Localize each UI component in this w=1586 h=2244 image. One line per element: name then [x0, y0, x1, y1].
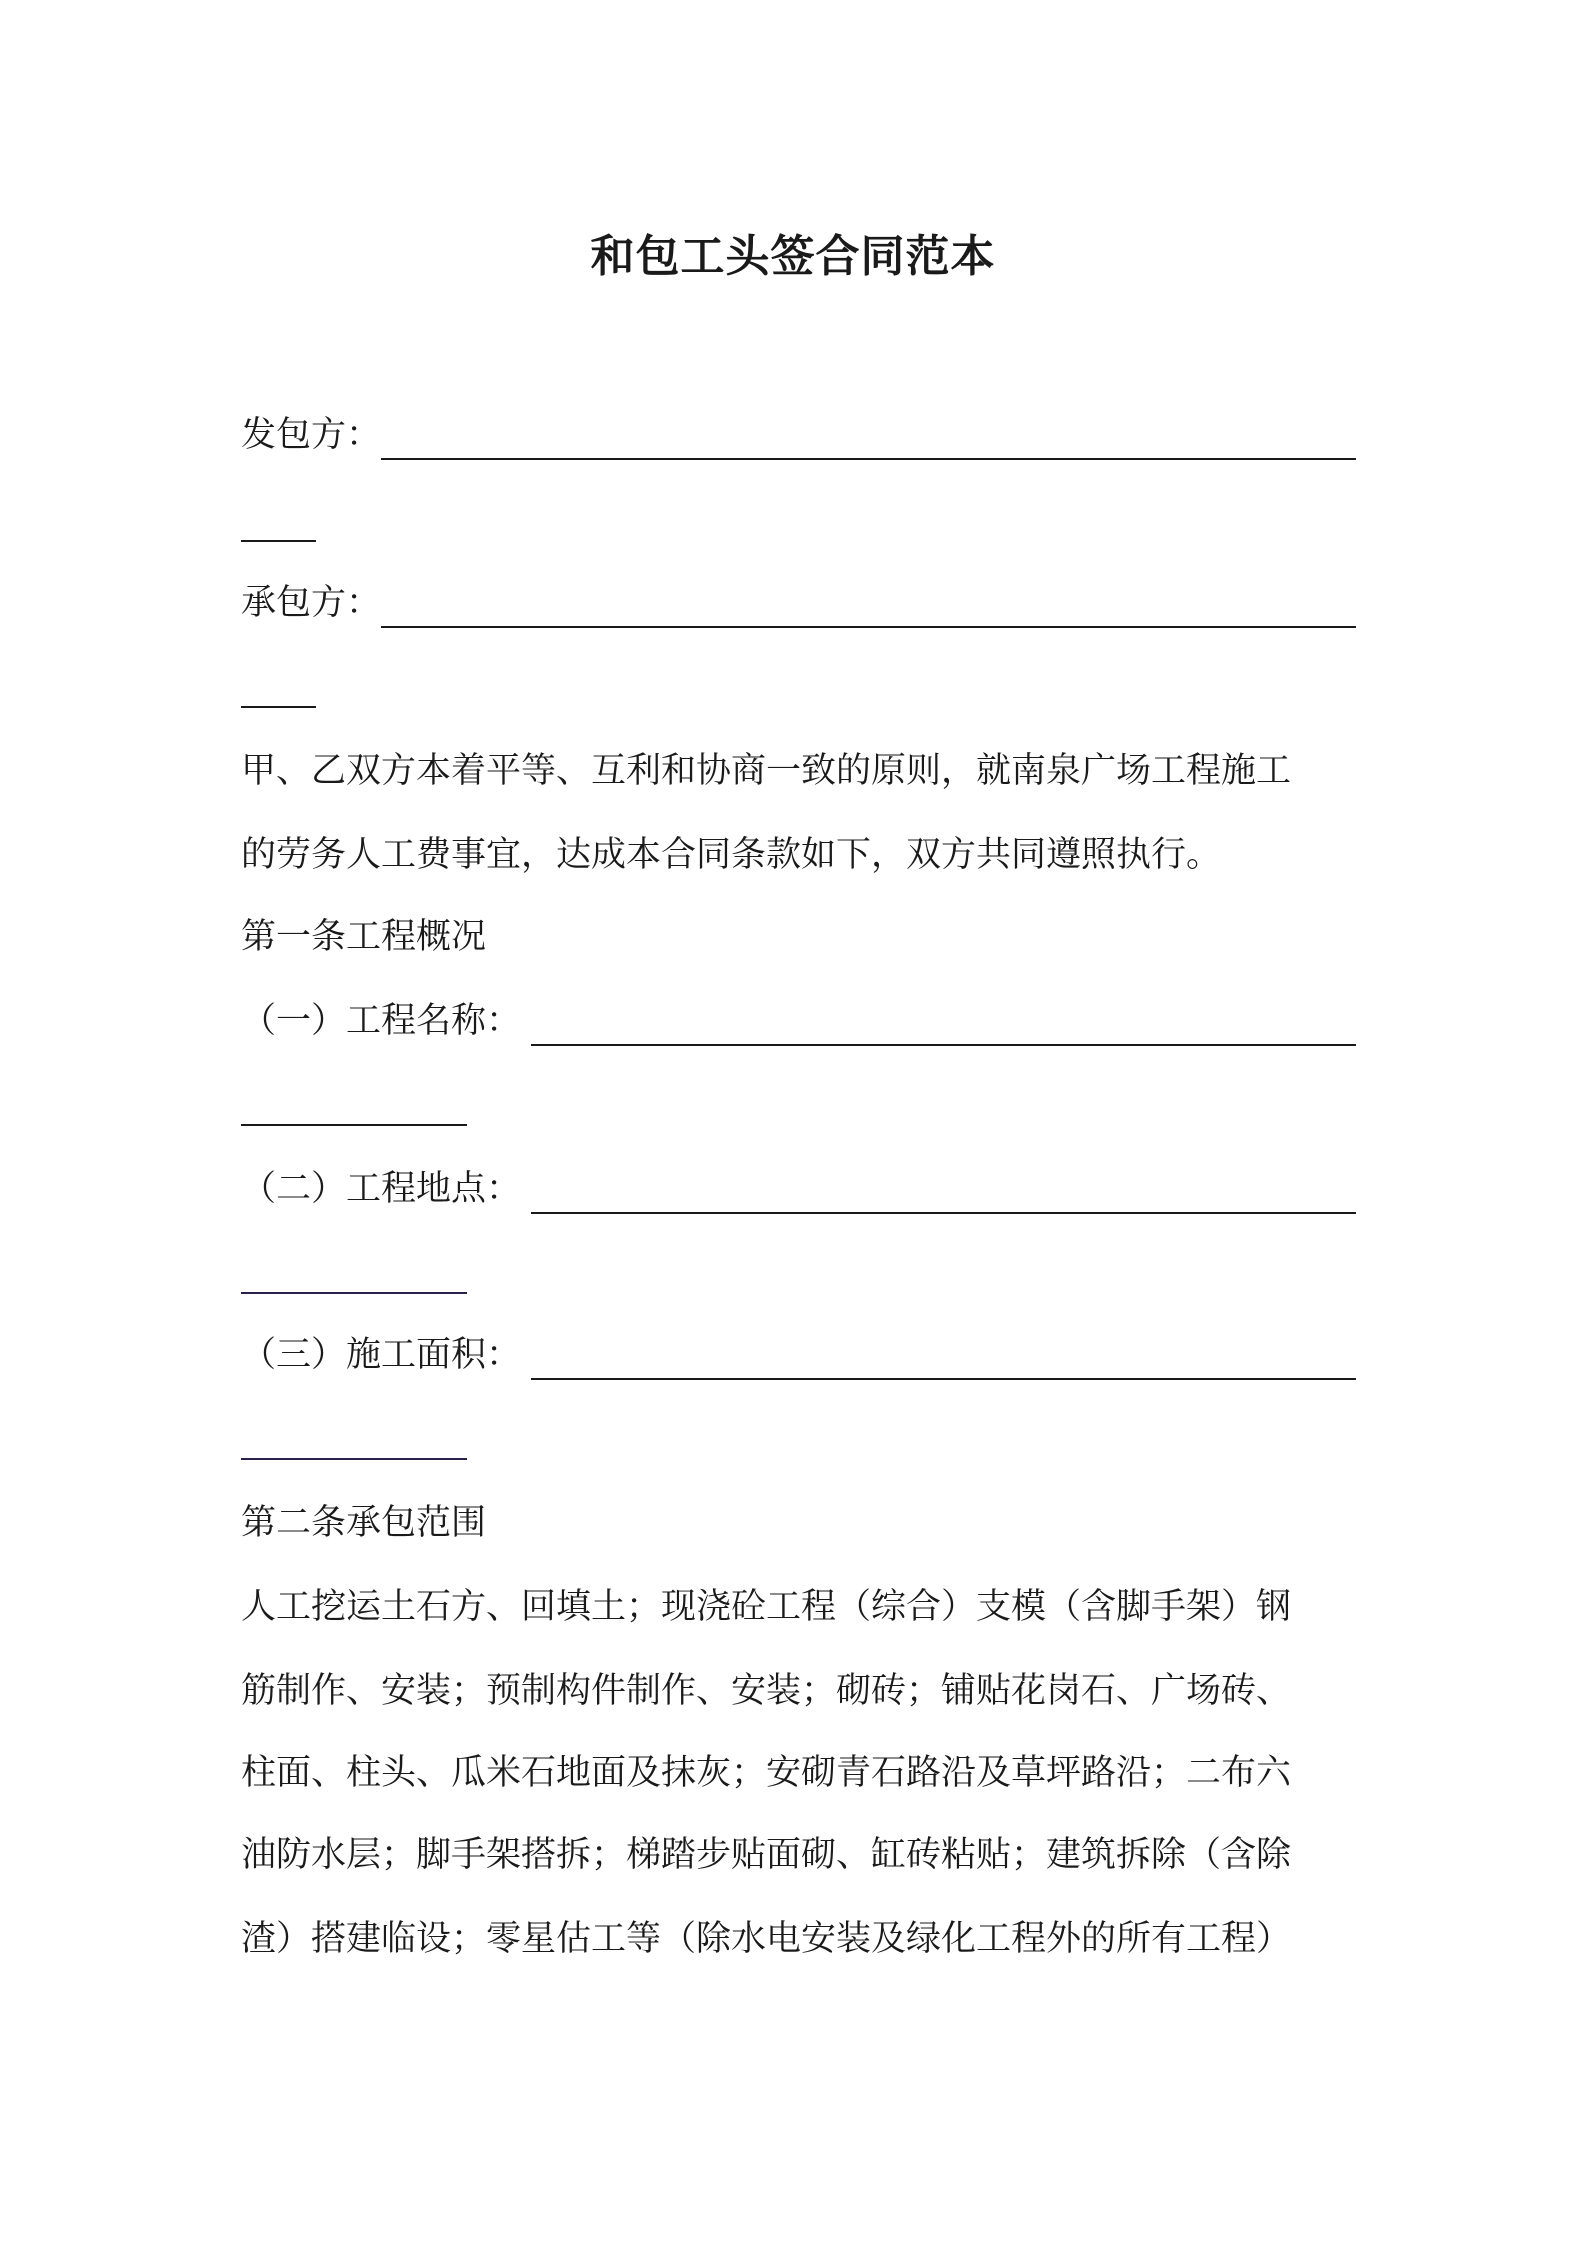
project-name-label: （一）工程名称：	[241, 1001, 522, 1041]
contractor-blank-line[interactable]	[381, 626, 1356, 628]
intro-line-2: 的劳务人工费事宜，达成本合同条款如下，双方共同遵照执行。	[241, 835, 1222, 875]
project-name-field[interactable]	[241, 998, 1356, 1048]
employer-blank-continuation[interactable]	[241, 540, 316, 542]
document-title: 和包工头签合同范本	[590, 231, 996, 282]
article1-heading: 第一条工程概况	[241, 917, 487, 957]
employer-field[interactable]	[241, 412, 1356, 462]
scope-line-4: 油防水层；脚手架搭拆；梯踏步贴面砌、缸砖粘贴；建筑拆除（含除	[241, 1835, 1292, 1875]
project-location-blank-continuation[interactable]	[241, 1292, 467, 1294]
scope-line-3: 柱面、柱头、瓜米石地面及抹灰；安砌青石路沿及草坪路沿；二布六	[241, 1753, 1292, 1793]
construction-area-blank-continuation[interactable]	[241, 1458, 467, 1460]
employer-blank-line[interactable]	[381, 458, 1356, 460]
contractor-field[interactable]	[241, 580, 1356, 630]
intro-line-1: 甲、乙双方本着平等、互利和协商一致的原则，就南泉广场工程施工	[241, 751, 1292, 791]
project-location-field[interactable]	[241, 1166, 1356, 1216]
employer-label: 发包方：	[241, 415, 382, 455]
construction-area-blank-line[interactable]	[531, 1378, 1356, 1380]
project-name-blank-line[interactable]	[531, 1044, 1356, 1046]
contractor-blank-continuation[interactable]	[241, 706, 316, 708]
scope-line-2: 筋制作、安装；预制构件制作、安装；砌砖；铺贴花岗石、广场砖、	[241, 1671, 1292, 1711]
contractor-label: 承包方：	[241, 583, 382, 623]
construction-area-field[interactable]	[241, 1332, 1356, 1382]
article2-heading: 第二条承包范围	[241, 1503, 487, 1543]
project-name-blank-continuation[interactable]	[241, 1124, 467, 1126]
scope-line-5: 渣）搭建临设；零星估工等（除水电安装及绿化工程外的所有工程）	[241, 1919, 1292, 1959]
scope-line-1: 人工挖运土石方、回填土；现浇砼工程（综合）支模（含脚手架）钢	[241, 1587, 1292, 1627]
project-location-label: （二）工程地点：	[241, 1169, 522, 1209]
construction-area-label: （三）施工面积：	[241, 1335, 522, 1375]
project-location-blank-line[interactable]	[531, 1212, 1356, 1214]
